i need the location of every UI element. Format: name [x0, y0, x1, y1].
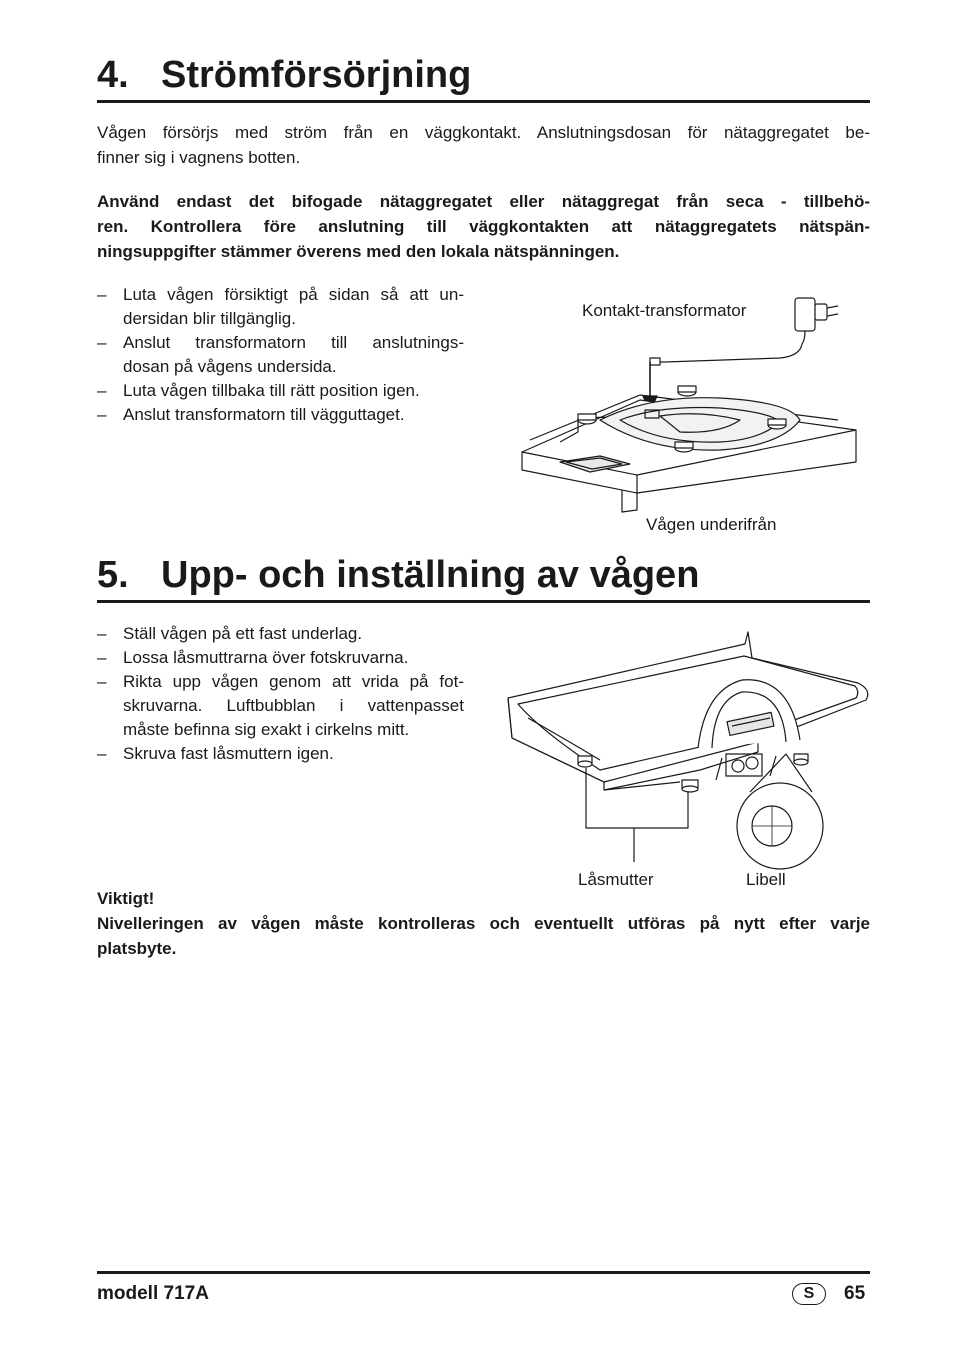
- list-dash: –: [97, 624, 107, 643]
- list-dash: –: [97, 648, 107, 667]
- list-item-line: Skruva fast låsmuttern igen.: [123, 744, 334, 763]
- list-dash: –: [97, 381, 107, 400]
- list-item-line: dosan på vågens undersida.: [123, 357, 337, 376]
- important-title: Viktigt!: [97, 889, 155, 908]
- intro-line: finner sig i vagnens botten.: [97, 148, 301, 167]
- section-4-title: Strömförsörjning: [161, 54, 472, 96]
- label-locknut: Låsmutter: [578, 870, 654, 889]
- list-item-line: Lossa låsmuttrarna över fotskruvarna.: [123, 648, 409, 667]
- warning-line: Använd endast det bifogade nätaggregatet eller nätaggregat från seca - tillbehö-: [97, 192, 870, 211]
- section-5-number: 5.: [97, 554, 129, 596]
- list-dash: –: [97, 672, 107, 691]
- footer-model: modell 717A: [97, 1283, 209, 1304]
- list-item-line: Ställ vågen på ett fast underlag.: [123, 624, 363, 643]
- intro-line: Vågen försörjs med ström från en väggkontakt. Anslutningsdosan för nätaggregatet be-: [97, 123, 870, 142]
- page-number: 65: [844, 1283, 866, 1304]
- warning-line: ren. Kontrollera före anslutning till väggkontakten att nätaggregatets nätspän-: [97, 217, 870, 236]
- label-transformer: Kontakt-transformator: [582, 301, 747, 320]
- list-item-line: måste befinna sig exakt i cirkelns mitt.: [123, 720, 410, 739]
- section-5-title: Upp- och inställning av vågen: [161, 554, 700, 596]
- label-underside: Vågen underifrån: [646, 515, 777, 534]
- important-line: platsbyte.: [97, 939, 177, 958]
- list-dash: –: [97, 405, 107, 424]
- list-item-line: Anslut transformatorn till anslutnings-: [123, 333, 464, 352]
- list-item-line: dersidan blir tillgänglig.: [123, 309, 296, 328]
- important-heading: [97, 886, 870, 911]
- list-item-line: Luta vågen försiktigt på sidan så att un-: [123, 285, 464, 304]
- list-item-line: Anslut transformatorn till vägguttaget.: [123, 405, 405, 424]
- list-item-line: skruvarna. Luftbubblan i vattenpasset: [123, 696, 464, 715]
- list-item-line: Luta vågen tillbaka till rätt position igen.: [123, 381, 420, 400]
- list-dash: –: [97, 744, 107, 763]
- list-item-line: Rikta upp vågen genom att vrida på fot-: [123, 672, 464, 691]
- section-4-number: 4.: [97, 54, 129, 96]
- important-note: [97, 911, 870, 961]
- list-dash: –: [97, 285, 107, 304]
- important-line: Nivelleringen av vågen måste kontrolleras och eventuellt utföras på nytt efter varje: [97, 914, 870, 933]
- warning-line: ningsuppgifter stämmer överens med den lokala nätspänningen.: [97, 242, 620, 261]
- label-level: Libell: [746, 870, 786, 889]
- footer-rule: [97, 1271, 870, 1274]
- language-badge: S: [792, 1283, 826, 1305]
- list-dash: –: [97, 333, 107, 352]
